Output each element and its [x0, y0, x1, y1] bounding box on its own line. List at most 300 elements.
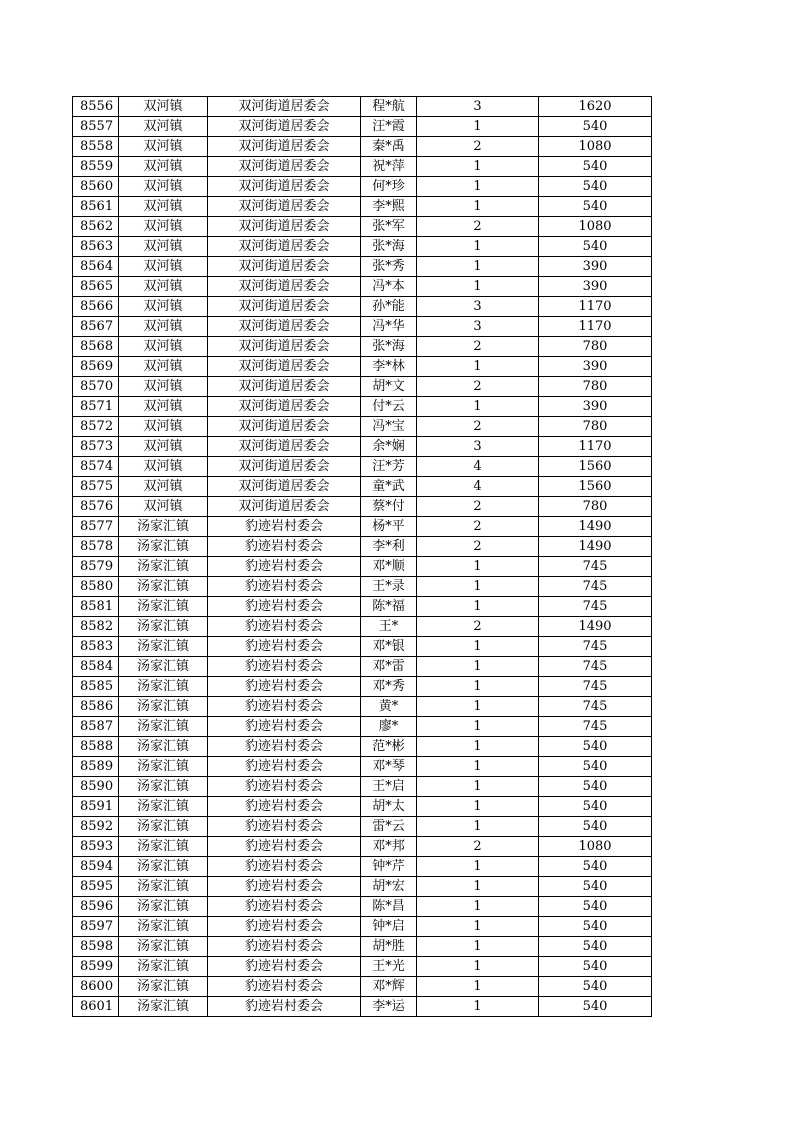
- table-row: [73, 457, 652, 477]
- amount-cell: 745: [539, 637, 652, 657]
- table-row: [73, 117, 652, 137]
- table-row: [73, 217, 652, 237]
- town-cell: 双河镇: [119, 197, 208, 217]
- table-row: [73, 477, 652, 497]
- committee-cell: 豹迹岩村委会: [208, 917, 361, 937]
- town-cell: 双河镇: [119, 217, 208, 237]
- table-row: [73, 777, 652, 797]
- amount-cell: 540: [539, 977, 652, 997]
- name-cell: 张*军: [361, 217, 417, 237]
- committee-cell: 双河街道居委会: [208, 137, 361, 157]
- table-row: [73, 417, 652, 437]
- record-number-cell: 8569: [73, 357, 119, 377]
- committee-cell: 豹迹岩村委会: [208, 557, 361, 577]
- town-cell: 汤家汇镇: [119, 797, 208, 817]
- amount-cell: 780: [539, 497, 652, 517]
- name-cell: 李*林: [361, 357, 417, 377]
- record-number-cell: 8575: [73, 477, 119, 497]
- amount-cell: 1490: [539, 617, 652, 637]
- town-cell: 双河镇: [119, 457, 208, 477]
- town-cell: 汤家汇镇: [119, 657, 208, 677]
- amount-cell: 1170: [539, 297, 652, 317]
- record-number-cell: 8594: [73, 857, 119, 877]
- household-count-cell: 1: [417, 397, 539, 417]
- table-row: [73, 997, 652, 1017]
- town-cell: 汤家汇镇: [119, 597, 208, 617]
- name-cell: 王*光: [361, 957, 417, 977]
- table-row: [73, 797, 652, 817]
- record-number-cell: 8567: [73, 317, 119, 337]
- town-cell: 汤家汇镇: [119, 757, 208, 777]
- town-cell: 双河镇: [119, 497, 208, 517]
- name-cell: 邓*顺: [361, 557, 417, 577]
- town-cell: 汤家汇镇: [119, 977, 208, 997]
- roster-table: [72, 96, 652, 1017]
- amount-cell: 540: [539, 817, 652, 837]
- table-row: [73, 817, 652, 837]
- committee-cell: 豹迹岩村委会: [208, 737, 361, 757]
- record-number-cell: 8566: [73, 297, 119, 317]
- amount-cell: 390: [539, 357, 652, 377]
- name-cell: 胡*太: [361, 797, 417, 817]
- record-number-cell: 8564: [73, 257, 119, 277]
- town-cell: 汤家汇镇: [119, 517, 208, 537]
- record-number-cell: 8587: [73, 717, 119, 737]
- record-number-cell: 8582: [73, 617, 119, 637]
- name-cell: 杨*平: [361, 517, 417, 537]
- household-count-cell: 1: [417, 557, 539, 577]
- record-number-cell: 8593: [73, 837, 119, 857]
- committee-cell: 豹迹岩村委会: [208, 997, 361, 1017]
- name-cell: 邓*雷: [361, 657, 417, 677]
- amount-cell: 1490: [539, 537, 652, 557]
- town-cell: 汤家汇镇: [119, 557, 208, 577]
- amount-cell: 780: [539, 417, 652, 437]
- town-cell: 双河镇: [119, 117, 208, 137]
- committee-cell: 双河街道居委会: [208, 497, 361, 517]
- record-number-cell: 8585: [73, 677, 119, 697]
- town-cell: 双河镇: [119, 477, 208, 497]
- committee-cell: 豹迹岩村委会: [208, 657, 361, 677]
- table-row: [73, 577, 652, 597]
- amount-cell: 540: [539, 757, 652, 777]
- household-count-cell: 1: [417, 597, 539, 617]
- town-cell: 汤家汇镇: [119, 837, 208, 857]
- committee-cell: 双河街道居委会: [208, 217, 361, 237]
- town-cell: 双河镇: [119, 257, 208, 277]
- household-count-cell: 1: [417, 897, 539, 917]
- household-count-cell: 1: [417, 277, 539, 297]
- record-number-cell: 8578: [73, 537, 119, 557]
- record-number-cell: 8572: [73, 417, 119, 437]
- town-cell: 双河镇: [119, 137, 208, 157]
- name-cell: 廖*: [361, 717, 417, 737]
- table-row: [73, 977, 652, 997]
- table-row: [73, 537, 652, 557]
- record-number-cell: 8600: [73, 977, 119, 997]
- committee-cell: 豹迹岩村委会: [208, 897, 361, 917]
- name-cell: 蔡*付: [361, 497, 417, 517]
- committee-cell: 双河街道居委会: [208, 477, 361, 497]
- committee-cell: 双河街道居委会: [208, 177, 361, 197]
- table-row: [73, 737, 652, 757]
- household-count-cell: 1: [417, 117, 539, 137]
- household-count-cell: 1: [417, 697, 539, 717]
- record-number-cell: 8590: [73, 777, 119, 797]
- amount-cell: 540: [539, 897, 652, 917]
- record-number-cell: 8601: [73, 997, 119, 1017]
- household-count-cell: 1: [417, 857, 539, 877]
- table-row: [73, 837, 652, 857]
- table-row: [73, 357, 652, 377]
- town-cell: 双河镇: [119, 357, 208, 377]
- household-count-cell: 3: [417, 297, 539, 317]
- household-count-cell: 1: [417, 877, 539, 897]
- amount-cell: 1560: [539, 477, 652, 497]
- amount-cell: 540: [539, 737, 652, 757]
- committee-cell: 豹迹岩村委会: [208, 877, 361, 897]
- table-row: [73, 317, 652, 337]
- household-count-cell: 1: [417, 197, 539, 217]
- table-row: [73, 157, 652, 177]
- amount-cell: 780: [539, 377, 652, 397]
- record-number-cell: 8596: [73, 897, 119, 917]
- amount-cell: 745: [539, 697, 652, 717]
- table-row: [73, 177, 652, 197]
- name-cell: 王*: [361, 617, 417, 637]
- town-cell: 汤家汇镇: [119, 897, 208, 917]
- record-number-cell: 8588: [73, 737, 119, 757]
- committee-cell: 双河街道居委会: [208, 157, 361, 177]
- committee-cell: 双河街道居委会: [208, 317, 361, 337]
- table-row: [73, 297, 652, 317]
- household-count-cell: 1: [417, 677, 539, 697]
- table-row: [73, 437, 652, 457]
- name-cell: 祝*萍: [361, 157, 417, 177]
- town-cell: 汤家汇镇: [119, 677, 208, 697]
- record-number-cell: 8597: [73, 917, 119, 937]
- table-row: [73, 277, 652, 297]
- name-cell: 汪*芳: [361, 457, 417, 477]
- name-cell: 范*彬: [361, 737, 417, 757]
- committee-cell: 双河街道居委会: [208, 337, 361, 357]
- name-cell: 邓*琴: [361, 757, 417, 777]
- amount-cell: 540: [539, 197, 652, 217]
- town-cell: 汤家汇镇: [119, 937, 208, 957]
- household-count-cell: 2: [417, 497, 539, 517]
- amount-cell: 745: [539, 677, 652, 697]
- committee-cell: 双河街道居委会: [208, 377, 361, 397]
- table-row: [73, 757, 652, 777]
- table-row: [73, 97, 652, 117]
- household-count-cell: 2: [417, 837, 539, 857]
- committee-cell: 双河街道居委会: [208, 97, 361, 117]
- committee-cell: 豹迹岩村委会: [208, 597, 361, 617]
- household-count-cell: 2: [417, 137, 539, 157]
- committee-cell: 双河街道居委会: [208, 437, 361, 457]
- name-cell: 孙*能: [361, 297, 417, 317]
- town-cell: 汤家汇镇: [119, 777, 208, 797]
- record-number-cell: 8574: [73, 457, 119, 477]
- record-number-cell: 8580: [73, 577, 119, 597]
- table-row: [73, 197, 652, 217]
- town-cell: 汤家汇镇: [119, 877, 208, 897]
- town-cell: 汤家汇镇: [119, 737, 208, 757]
- household-count-cell: 2: [417, 337, 539, 357]
- amount-cell: 745: [539, 557, 652, 577]
- amount-cell: 390: [539, 397, 652, 417]
- table-row: [73, 657, 652, 677]
- town-cell: 汤家汇镇: [119, 917, 208, 937]
- committee-cell: 豹迹岩村委会: [208, 577, 361, 597]
- household-count-cell: 1: [417, 657, 539, 677]
- household-count-cell: 1: [417, 977, 539, 997]
- household-count-cell: 1: [417, 177, 539, 197]
- name-cell: 陈*昌: [361, 897, 417, 917]
- amount-cell: 540: [539, 157, 652, 177]
- committee-cell: 豹迹岩村委会: [208, 637, 361, 657]
- table-row: [73, 497, 652, 517]
- table-row: [73, 617, 652, 637]
- committee-cell: 双河街道居委会: [208, 277, 361, 297]
- town-cell: 汤家汇镇: [119, 957, 208, 977]
- name-cell: 张*海: [361, 237, 417, 257]
- name-cell: 汪*霞: [361, 117, 417, 137]
- amount-cell: 390: [539, 277, 652, 297]
- committee-cell: 豹迹岩村委会: [208, 857, 361, 877]
- table-row: [73, 677, 652, 697]
- record-number-cell: 8592: [73, 817, 119, 837]
- table-row: [73, 517, 652, 537]
- amount-cell: 540: [539, 937, 652, 957]
- table-row: [73, 857, 652, 877]
- name-cell: 王*启: [361, 777, 417, 797]
- name-cell: 冯*本: [361, 277, 417, 297]
- household-count-cell: 1: [417, 957, 539, 977]
- household-count-cell: 1: [417, 937, 539, 957]
- amount-cell: 745: [539, 597, 652, 617]
- committee-cell: 双河街道居委会: [208, 197, 361, 217]
- record-number-cell: 8563: [73, 237, 119, 257]
- town-cell: 汤家汇镇: [119, 697, 208, 717]
- amount-cell: 540: [539, 997, 652, 1017]
- household-count-cell: 1: [417, 717, 539, 737]
- town-cell: 汤家汇镇: [119, 997, 208, 1017]
- town-cell: 双河镇: [119, 317, 208, 337]
- committee-cell: 豹迹岩村委会: [208, 697, 361, 717]
- record-number-cell: 8583: [73, 637, 119, 657]
- amount-cell: 540: [539, 877, 652, 897]
- household-count-cell: 2: [417, 617, 539, 637]
- name-cell: 童*武: [361, 477, 417, 497]
- amount-cell: 540: [539, 117, 652, 137]
- committee-cell: 双河街道居委会: [208, 117, 361, 137]
- name-cell: 雷*云: [361, 817, 417, 837]
- household-count-cell: 1: [417, 577, 539, 597]
- record-number-cell: 8557: [73, 117, 119, 137]
- amount-cell: 1560: [539, 457, 652, 477]
- record-number-cell: 8586: [73, 697, 119, 717]
- town-cell: 汤家汇镇: [119, 717, 208, 737]
- table-row: [73, 237, 652, 257]
- amount-cell: 540: [539, 917, 652, 937]
- name-cell: 胡*胜: [361, 937, 417, 957]
- table-row: [73, 877, 652, 897]
- town-cell: 双河镇: [119, 297, 208, 317]
- household-count-cell: 4: [417, 477, 539, 497]
- record-number-cell: 8589: [73, 757, 119, 777]
- town-cell: 汤家汇镇: [119, 637, 208, 657]
- town-cell: 双河镇: [119, 177, 208, 197]
- committee-cell: 豹迹岩村委会: [208, 677, 361, 697]
- amount-cell: 1080: [539, 137, 652, 157]
- amount-cell: 1170: [539, 437, 652, 457]
- name-cell: 邓*秀: [361, 677, 417, 697]
- committee-cell: 双河街道居委会: [208, 257, 361, 277]
- committee-cell: 豹迹岩村委会: [208, 537, 361, 557]
- record-number-cell: 8556: [73, 97, 119, 117]
- record-number-cell: 8579: [73, 557, 119, 577]
- name-cell: 何*珍: [361, 177, 417, 197]
- name-cell: 张*海: [361, 337, 417, 357]
- town-cell: 汤家汇镇: [119, 817, 208, 837]
- name-cell: 邓*辉: [361, 977, 417, 997]
- committee-cell: 双河街道居委会: [208, 457, 361, 477]
- amount-cell: 1620: [539, 97, 652, 117]
- table-row: [73, 697, 652, 717]
- household-count-cell: 1: [417, 237, 539, 257]
- name-cell: 秦*禹: [361, 137, 417, 157]
- household-count-cell: 1: [417, 737, 539, 757]
- name-cell: 胡*宏: [361, 877, 417, 897]
- amount-cell: 540: [539, 957, 652, 977]
- household-count-cell: 1: [417, 917, 539, 937]
- town-cell: 双河镇: [119, 157, 208, 177]
- town-cell: 汤家汇镇: [119, 537, 208, 557]
- committee-cell: 豹迹岩村委会: [208, 717, 361, 737]
- household-count-cell: 2: [417, 517, 539, 537]
- amount-cell: 540: [539, 777, 652, 797]
- town-cell: 双河镇: [119, 437, 208, 457]
- name-cell: 冯*华: [361, 317, 417, 337]
- amount-cell: 540: [539, 237, 652, 257]
- town-cell: 汤家汇镇: [119, 857, 208, 877]
- name-cell: 李*运: [361, 997, 417, 1017]
- amount-cell: 745: [539, 657, 652, 677]
- household-count-cell: 3: [417, 437, 539, 457]
- record-number-cell: 8599: [73, 957, 119, 977]
- household-count-cell: 1: [417, 157, 539, 177]
- name-cell: 程*航: [361, 97, 417, 117]
- town-cell: 双河镇: [119, 417, 208, 437]
- town-cell: 双河镇: [119, 377, 208, 397]
- committee-cell: 豹迹岩村委会: [208, 957, 361, 977]
- committee-cell: 豹迹岩村委会: [208, 977, 361, 997]
- record-number-cell: 8576: [73, 497, 119, 517]
- record-number-cell: 8598: [73, 937, 119, 957]
- household-count-cell: 1: [417, 757, 539, 777]
- household-count-cell: 4: [417, 457, 539, 477]
- record-number-cell: 8558: [73, 137, 119, 157]
- record-number-cell: 8581: [73, 597, 119, 617]
- table-row: [73, 957, 652, 977]
- amount-cell: 540: [539, 177, 652, 197]
- amount-cell: 1080: [539, 837, 652, 857]
- household-count-cell: 1: [417, 817, 539, 837]
- household-count-cell: 2: [417, 417, 539, 437]
- household-count-cell: 1: [417, 777, 539, 797]
- name-cell: 冯*宝: [361, 417, 417, 437]
- record-number-cell: 8560: [73, 177, 119, 197]
- town-cell: 双河镇: [119, 397, 208, 417]
- committee-cell: 双河街道居委会: [208, 417, 361, 437]
- household-count-cell: 2: [417, 377, 539, 397]
- table-row: [73, 337, 652, 357]
- amount-cell: 1170: [539, 317, 652, 337]
- amount-cell: 1490: [539, 517, 652, 537]
- committee-cell: 双河街道居委会: [208, 297, 361, 317]
- table-row: [73, 717, 652, 737]
- committee-cell: 豹迹岩村委会: [208, 777, 361, 797]
- record-number-cell: 8570: [73, 377, 119, 397]
- committee-cell: 豹迹岩村委会: [208, 797, 361, 817]
- record-number-cell: 8577: [73, 517, 119, 537]
- name-cell: 钟*芹: [361, 857, 417, 877]
- household-count-cell: 1: [417, 997, 539, 1017]
- amount-cell: 540: [539, 797, 652, 817]
- name-cell: 付*云: [361, 397, 417, 417]
- table-row: [73, 377, 652, 397]
- household-count-cell: 3: [417, 97, 539, 117]
- household-count-cell: 1: [417, 637, 539, 657]
- record-number-cell: 8584: [73, 657, 119, 677]
- name-cell: 余*娴: [361, 437, 417, 457]
- record-number-cell: 8591: [73, 797, 119, 817]
- committee-cell: 豹迹岩村委会: [208, 617, 361, 637]
- committee-cell: 豹迹岩村委会: [208, 837, 361, 857]
- amount-cell: 745: [539, 717, 652, 737]
- name-cell: 黄*: [361, 697, 417, 717]
- table-row: [73, 937, 652, 957]
- record-number-cell: 8568: [73, 337, 119, 357]
- town-cell: 双河镇: [119, 97, 208, 117]
- household-count-cell: 3: [417, 317, 539, 337]
- table-row: [73, 917, 652, 937]
- name-cell: 张*秀: [361, 257, 417, 277]
- household-count-cell: 2: [417, 217, 539, 237]
- town-cell: 双河镇: [119, 337, 208, 357]
- town-cell: 汤家汇镇: [119, 577, 208, 597]
- household-count-cell: 2: [417, 537, 539, 557]
- table-row: [73, 257, 652, 277]
- amount-cell: 390: [539, 257, 652, 277]
- table-row: [73, 397, 652, 417]
- table-row: [73, 637, 652, 657]
- table-row: [73, 557, 652, 577]
- town-cell: 汤家汇镇: [119, 617, 208, 637]
- household-count-cell: 1: [417, 257, 539, 277]
- amount-cell: 780: [539, 337, 652, 357]
- committee-cell: 豹迹岩村委会: [208, 517, 361, 537]
- amount-cell: 540: [539, 857, 652, 877]
- town-cell: 双河镇: [119, 277, 208, 297]
- record-number-cell: 8595: [73, 877, 119, 897]
- table-row: [73, 897, 652, 917]
- table-row: [73, 597, 652, 617]
- record-number-cell: 8571: [73, 397, 119, 417]
- name-cell: 邓*银: [361, 637, 417, 657]
- household-count-cell: 1: [417, 357, 539, 377]
